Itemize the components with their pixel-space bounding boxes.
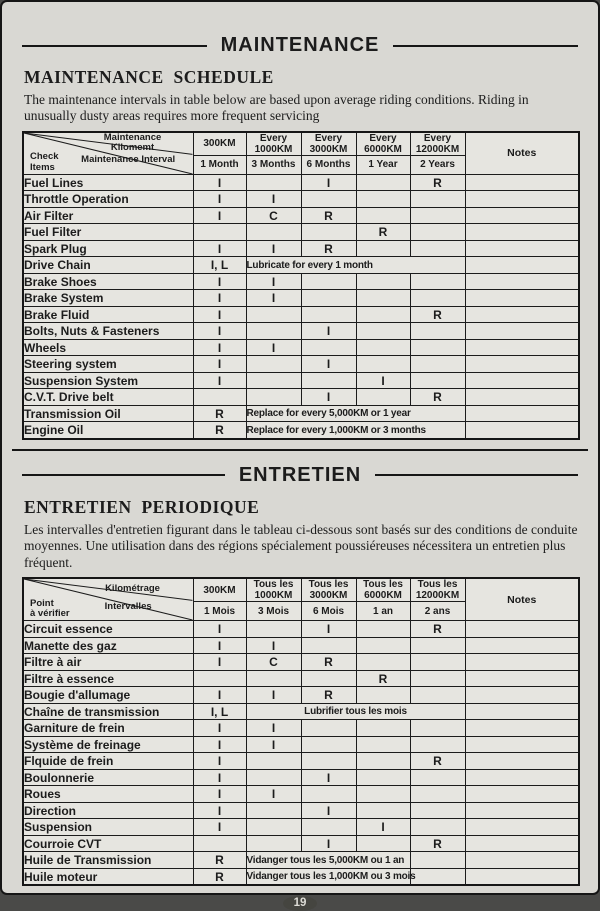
- interval-mark-cell: [246, 174, 301, 191]
- interval-mark-cell: R: [193, 405, 246, 422]
- interval-mark-cell: C: [246, 207, 301, 224]
- interval-mark-cell: [410, 802, 465, 819]
- notes-cell: [465, 802, 579, 819]
- interval-mark-cell: [356, 389, 410, 406]
- check-item-label: Boulonnerie: [23, 769, 193, 786]
- title-rule-left-fr: [22, 474, 225, 476]
- table-row: [23, 736, 579, 753]
- interval-mark-cell: I: [193, 191, 246, 208]
- interval-mark-cell: I: [246, 786, 301, 803]
- interval-mark-cell: [301, 819, 356, 836]
- notes-cell: [465, 736, 579, 753]
- interval-period-header: 3 Mois: [246, 602, 301, 621]
- interval-mark-cell: I: [193, 621, 246, 638]
- check-item-label: Transmission Oil: [23, 405, 193, 422]
- merged-note-cell: Replace for every 5,000KM or 1 year: [246, 405, 465, 422]
- check-item-label: Manette des gaz: [23, 637, 193, 654]
- interval-mark-cell: [356, 290, 410, 307]
- merged-note-cell: Vidanger tous les 5,000KM ou 1 an: [246, 852, 410, 869]
- notes-cell: [465, 868, 579, 885]
- check-item-label: Roues: [23, 786, 193, 803]
- interval-mark-cell: [410, 769, 465, 786]
- interval-mark-cell: C: [246, 654, 301, 671]
- check-item-label: Air Filter: [23, 207, 193, 224]
- check-item-label: Brake System: [23, 290, 193, 307]
- interval-mark-cell: [193, 670, 246, 687]
- interval-mark-cell: [301, 372, 356, 389]
- table-row: [23, 868, 579, 885]
- title-rule-left: [22, 45, 207, 47]
- notes-cell: [465, 306, 579, 323]
- interval-mark-cell: [356, 654, 410, 671]
- check-item-label: Courroie CVT: [23, 835, 193, 852]
- interval-mark-cell: R: [193, 852, 246, 869]
- interval-mark-cell: I: [193, 356, 246, 373]
- notes-cell: [465, 835, 579, 852]
- notes-cell: [465, 405, 579, 422]
- interval-mark-cell: [356, 753, 410, 770]
- interval-mark-cell: I: [301, 835, 356, 852]
- interval-mark-cell: I, L: [193, 703, 246, 720]
- notes-cell: [465, 257, 579, 274]
- interval-mark-cell: [246, 356, 301, 373]
- merged-note-cell: Lubricate for every 1 month: [246, 257, 465, 274]
- interval-mark-cell: I: [301, 323, 356, 340]
- interval-mark-cell: [356, 786, 410, 803]
- corner-bottom-label: Check Items: [30, 151, 59, 173]
- interval-mark-cell: [301, 191, 356, 208]
- check-item-label: Huile de Transmission: [23, 852, 193, 869]
- interval-period-header: 1 Mois: [193, 602, 246, 621]
- interval-mark-cell: I: [193, 323, 246, 340]
- schedule-intro-fr: Les intervalles d'entretien figurant dans le tableau ci-dessous sont basés sur des conditions de conduite moyennes. Une utilisation dans des régions spécialement poussiéreuses nécessitera un entretien plus fréquent.: [24, 521, 578, 570]
- interval-mark-cell: R: [301, 687, 356, 704]
- interval-mark-cell: [246, 819, 301, 836]
- notes-column-header: Notes: [465, 132, 579, 175]
- table-row: [23, 687, 579, 704]
- title-rule-right-fr: [375, 474, 578, 476]
- check-item-label: Suspension: [23, 819, 193, 836]
- interval-period-header: 6 Mois: [301, 602, 356, 621]
- interval-mark-cell: [246, 753, 301, 770]
- interval-mark-cell: [410, 786, 465, 803]
- interval-mark-cell: R: [410, 835, 465, 852]
- interval-mark-cell: [410, 852, 465, 869]
- interval-mark-cell: [356, 720, 410, 737]
- interval-mark-cell: R: [356, 670, 410, 687]
- check-item-label: Chaîne de transmission: [23, 703, 193, 720]
- interval-mark-cell: [410, 654, 465, 671]
- table-row: [23, 720, 579, 737]
- table-row: [23, 802, 579, 819]
- interval-mark-cell: [301, 786, 356, 803]
- interval-mark-cell: I: [301, 389, 356, 406]
- table-row: [23, 339, 579, 356]
- interval-mark-cell: I: [193, 786, 246, 803]
- interval-mark-cell: R: [410, 621, 465, 638]
- table-row: [23, 389, 579, 406]
- interval-mark-cell: [410, 372, 465, 389]
- table-row: [23, 753, 579, 770]
- interval-mark-cell: [246, 323, 301, 340]
- check-item-label: Spark Plug: [23, 240, 193, 257]
- interval-mark-cell: I: [193, 819, 246, 836]
- corner-mid-label: Intervalles: [104, 600, 152, 612]
- interval-mark-cell: [356, 621, 410, 638]
- interval-column-header: 300KM: [193, 132, 246, 156]
- notes-cell: [465, 240, 579, 257]
- interval-mark-cell: [356, 356, 410, 373]
- interval-mark-cell: [410, 323, 465, 340]
- interval-mark-cell: [356, 323, 410, 340]
- table-row: [23, 323, 579, 340]
- interval-mark-cell: R: [356, 224, 410, 241]
- table-corner-cell: [23, 578, 193, 621]
- table-row: [23, 852, 579, 869]
- check-item-label: Brake Shoes: [23, 273, 193, 290]
- check-item-label: Filtre à essence: [23, 670, 193, 687]
- merged-note-cell: Lubrifier tous les mois: [246, 703, 465, 720]
- table-row: [23, 819, 579, 836]
- interval-mark-cell: I: [246, 273, 301, 290]
- check-item-label: Direction: [23, 802, 193, 819]
- page-footer: [22, 893, 578, 911]
- interval-column-header: Every 3000KM: [301, 132, 356, 156]
- notes-cell: [465, 670, 579, 687]
- interval-mark-cell: [246, 224, 301, 241]
- interval-mark-cell: R: [301, 240, 356, 257]
- table-row: [23, 224, 579, 241]
- interval-mark-cell: [193, 224, 246, 241]
- interval-mark-cell: R: [301, 207, 356, 224]
- interval-mark-cell: [356, 273, 410, 290]
- interval-mark-cell: [410, 670, 465, 687]
- interval-mark-cell: [193, 835, 246, 852]
- interval-mark-cell: [356, 802, 410, 819]
- check-item-label: Système de freinage: [23, 736, 193, 753]
- check-item-label: Engine Oil: [23, 422, 193, 439]
- interval-mark-cell: I: [246, 290, 301, 307]
- maintenance-table-en: [22, 131, 580, 440]
- table-row: [23, 372, 579, 389]
- interval-mark-cell: [301, 290, 356, 307]
- table-row: [23, 703, 579, 720]
- interval-mark-cell: [410, 191, 465, 208]
- check-item-label: Fuel Lines: [23, 174, 193, 191]
- notes-column-header: Notes: [465, 578, 579, 621]
- notes-cell: [465, 753, 579, 770]
- interval-period-header: 6 Months: [301, 155, 356, 174]
- interval-mark-cell: [410, 356, 465, 373]
- interval-period-header: 1 Year: [356, 155, 410, 174]
- table-row: [23, 422, 579, 439]
- interval-mark-cell: I: [356, 372, 410, 389]
- interval-column-header: Tous les 6000KM: [356, 578, 410, 602]
- table-row: [23, 191, 579, 208]
- notes-cell: [465, 786, 579, 803]
- notes-cell: [465, 356, 579, 373]
- page-number-badge: 19: [283, 896, 318, 911]
- notes-cell: [465, 273, 579, 290]
- interval-mark-cell: [410, 290, 465, 307]
- interval-mark-cell: I: [193, 637, 246, 654]
- interval-mark-cell: [410, 273, 465, 290]
- table-row: [23, 174, 579, 191]
- interval-mark-cell: R: [301, 654, 356, 671]
- corner-mid-label: Maintenance Interval: [81, 154, 176, 166]
- check-item-label: Steering system: [23, 356, 193, 373]
- table-corner-cell: [23, 132, 193, 175]
- merged-note-cell: Vidanger tous les 1,000KM ou 3 mois: [246, 868, 410, 885]
- interval-mark-cell: [356, 687, 410, 704]
- notes-cell: [465, 819, 579, 836]
- interval-mark-cell: [356, 207, 410, 224]
- interval-mark-cell: I: [193, 290, 246, 307]
- interval-mark-cell: [246, 372, 301, 389]
- interval-mark-cell: [356, 240, 410, 257]
- interval-mark-cell: [246, 389, 301, 406]
- interval-mark-cell: R: [410, 306, 465, 323]
- interval-mark-cell: [356, 174, 410, 191]
- schedule-intro-en: The maintenance intervals in table below are based upon average riding conditions. Riding in unusually dusty areas requires more frequent servicing: [24, 92, 529, 124]
- check-item-label: Drive Chain: [23, 257, 193, 274]
- interval-mark-cell: I: [193, 687, 246, 704]
- interval-mark-cell: [301, 224, 356, 241]
- interval-mark-cell: [410, 868, 465, 885]
- interval-mark-cell: I: [301, 769, 356, 786]
- table-row: [23, 405, 579, 422]
- table-row: [23, 273, 579, 290]
- interval-mark-cell: I: [356, 819, 410, 836]
- interval-column-header: Every 6000KM: [356, 132, 410, 156]
- interval-period-header: 1 Month: [193, 155, 246, 174]
- interval-mark-cell: [246, 621, 301, 638]
- interval-mark-cell: I: [193, 769, 246, 786]
- interval-mark-cell: R: [410, 389, 465, 406]
- interval-mark-cell: I: [246, 720, 301, 737]
- interval-mark-cell: I: [193, 207, 246, 224]
- interval-mark-cell: [356, 191, 410, 208]
- interval-column-header: Every 12000KM: [410, 132, 465, 156]
- interval-mark-cell: [301, 306, 356, 323]
- interval-mark-cell: I: [246, 637, 301, 654]
- notes-cell: [465, 687, 579, 704]
- interval-mark-cell: [356, 637, 410, 654]
- notes-cell: [465, 323, 579, 340]
- interval-mark-cell: I: [246, 736, 301, 753]
- table-row: [23, 290, 579, 307]
- title-rule-right: [393, 45, 578, 47]
- notes-cell: [465, 224, 579, 241]
- interval-mark-cell: [356, 835, 410, 852]
- table-row: [23, 207, 579, 224]
- interval-mark-cell: [246, 802, 301, 819]
- corner-top-label: Maintenance Kilomemt: [103, 131, 162, 154]
- interval-mark-cell: I: [301, 621, 356, 638]
- maintenance-title-row: [22, 34, 578, 57]
- interval-mark-cell: [246, 670, 301, 687]
- interval-mark-cell: I: [193, 372, 246, 389]
- interval-mark-cell: I: [193, 720, 246, 737]
- check-item-label: Flquide de frein: [23, 753, 193, 770]
- interval-mark-cell: R: [193, 868, 246, 885]
- interval-mark-cell: [301, 753, 356, 770]
- interval-period-header: 3 Months: [246, 155, 301, 174]
- notes-cell: [465, 654, 579, 671]
- interval-column-header: Every 1000KM: [246, 132, 301, 156]
- notes-cell: [465, 339, 579, 356]
- notes-cell: [465, 389, 579, 406]
- interval-period-header: 1 an: [356, 602, 410, 621]
- notes-cell: [465, 852, 579, 869]
- interval-mark-cell: [193, 389, 246, 406]
- entretien-title-row: [22, 464, 578, 487]
- check-item-label: Huile moteur: [23, 868, 193, 885]
- interval-mark-cell: [410, 240, 465, 257]
- schedule-heading-en: MAINTENANCE SCHEDULE: [24, 67, 274, 87]
- notes-cell: [465, 290, 579, 307]
- interval-mark-cell: I: [193, 339, 246, 356]
- interval-mark-cell: I: [193, 240, 246, 257]
- notes-cell: [465, 621, 579, 638]
- merged-note-cell: Replace for every 1,000KM or 3 months: [246, 422, 465, 439]
- interval-mark-cell: R: [410, 174, 465, 191]
- check-item-label: Bolts, Nuts & Fasteners: [23, 323, 193, 340]
- table-row: [23, 654, 579, 671]
- interval-mark-cell: I: [246, 339, 301, 356]
- table-row: [23, 835, 579, 852]
- interval-mark-cell: I: [246, 191, 301, 208]
- interval-mark-cell: [246, 769, 301, 786]
- interval-column-header: Tous les 12000KM: [410, 578, 465, 602]
- notes-cell: [465, 637, 579, 654]
- interval-mark-cell: I: [193, 736, 246, 753]
- interval-mark-cell: R: [193, 422, 246, 439]
- table-row: [23, 769, 579, 786]
- interval-mark-cell: [246, 835, 301, 852]
- interval-mark-cell: I: [193, 654, 246, 671]
- interval-mark-cell: [356, 339, 410, 356]
- interval-mark-cell: I, L: [193, 257, 246, 274]
- page-title-fr: ENTRETIEN: [238, 463, 362, 486]
- interval-mark-cell: [301, 273, 356, 290]
- interval-mark-cell: I: [246, 687, 301, 704]
- schedule-heading-fr: ENTRETIEN PERIODIQUE: [24, 496, 260, 517]
- interval-mark-cell: [301, 670, 356, 687]
- corner-bottom-label: Point à vérifier: [30, 597, 70, 620]
- interval-mark-cell: [410, 637, 465, 654]
- interval-mark-cell: [410, 819, 465, 836]
- interval-period-header: 2 Years: [410, 155, 465, 174]
- notes-cell: [465, 703, 579, 720]
- interval-mark-cell: [410, 687, 465, 704]
- interval-mark-cell: [410, 339, 465, 356]
- interval-mark-cell: [356, 769, 410, 786]
- interval-column-header: 300KM: [193, 578, 246, 602]
- check-item-label: Garniture de frein: [23, 720, 193, 737]
- page-title-en: MAINTENANCE: [220, 34, 380, 56]
- interval-mark-cell: I: [301, 356, 356, 373]
- table-row: [23, 786, 579, 803]
- table-row: [23, 621, 579, 638]
- interval-mark-cell: [301, 637, 356, 654]
- notes-cell: [465, 720, 579, 737]
- interval-period-header: 2 ans: [410, 602, 465, 621]
- interval-mark-cell: [301, 736, 356, 753]
- interval-mark-cell: I: [193, 273, 246, 290]
- interval-mark-cell: [301, 720, 356, 737]
- check-item-label: Fuel Filter: [23, 224, 193, 241]
- check-item-label: Throttle Operation: [23, 191, 193, 208]
- table-row: [23, 257, 579, 274]
- notes-cell: [465, 174, 579, 191]
- interval-mark-cell: R: [410, 753, 465, 770]
- table-row: [23, 240, 579, 257]
- notes-cell: [465, 422, 579, 439]
- interval-mark-cell: [410, 736, 465, 753]
- interval-mark-cell: I: [301, 174, 356, 191]
- interval-mark-cell: I: [246, 240, 301, 257]
- interval-mark-cell: [246, 306, 301, 323]
- interval-mark-cell: I: [193, 753, 246, 770]
- maintenance-table-fr: [22, 577, 580, 886]
- interval-mark-cell: [410, 720, 465, 737]
- notes-cell: [465, 372, 579, 389]
- interval-mark-cell: I: [301, 802, 356, 819]
- interval-column-header: Tous les 3000KM: [301, 578, 356, 602]
- table-row: [23, 637, 579, 654]
- table-row: [23, 670, 579, 687]
- interval-column-header: Tous les 1000KM: [246, 578, 301, 602]
- interval-mark-cell: [301, 339, 356, 356]
- interval-mark-cell: [356, 736, 410, 753]
- notes-cell: [465, 769, 579, 786]
- notes-cell: [465, 191, 579, 208]
- notes-cell: [465, 207, 579, 224]
- interval-mark-cell: I: [193, 174, 246, 191]
- section-divider: [12, 449, 588, 451]
- check-item-label: Suspension System: [23, 372, 193, 389]
- corner-top-label: Kilométrage: [105, 583, 160, 595]
- check-item-label: C.V.T. Drive belt: [23, 389, 193, 406]
- check-item-label: Wheels: [23, 339, 193, 356]
- check-item-label: Brake Fluid: [23, 306, 193, 323]
- check-item-label: Bougie d'allumage: [23, 687, 193, 704]
- interval-mark-cell: I: [193, 802, 246, 819]
- check-item-label: Circuit essence: [23, 621, 193, 638]
- table-row: [23, 356, 579, 373]
- interval-mark-cell: [356, 306, 410, 323]
- table-row: [23, 306, 579, 323]
- interval-mark-cell: [410, 207, 465, 224]
- interval-mark-cell: I: [193, 306, 246, 323]
- interval-mark-cell: [410, 224, 465, 241]
- check-item-label: Filtre à air: [23, 654, 193, 671]
